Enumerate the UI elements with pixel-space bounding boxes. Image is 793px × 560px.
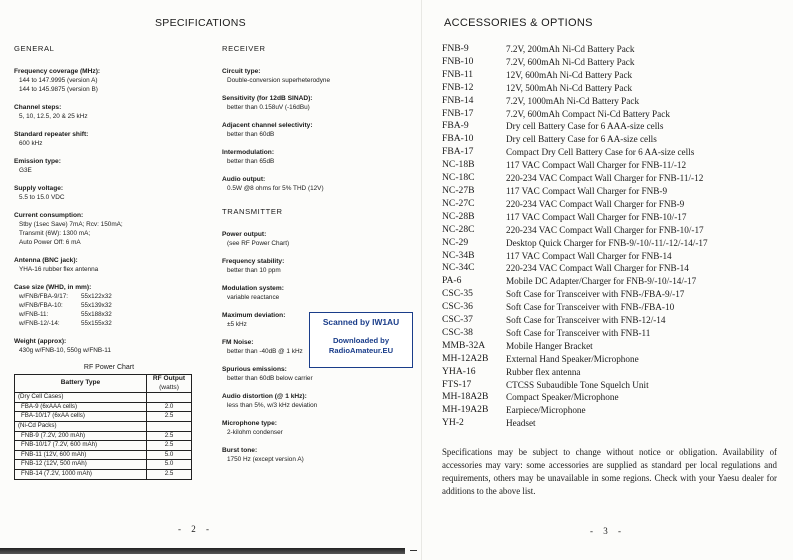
accessory-row (442, 262, 787, 275)
receiver-label: Audio output: (222, 176, 266, 183)
accessory-code: FBA-17 (442, 146, 474, 158)
transmitter-spec (222, 284, 407, 302)
accessories-page (430, 0, 793, 560)
accessory-code: FNB-11 (442, 68, 474, 80)
transmitter-label: Microphone type: (222, 420, 277, 427)
rf-col-output-unit: (watts) (159, 383, 179, 391)
rf-output-value: 2.5 (147, 441, 192, 451)
accessory-code: NC-28B (442, 210, 475, 222)
case-size-model: w/FNB-11: (19, 311, 49, 318)
rf-battery-type: FNB-12 (12V, 500 mAh) (15, 460, 147, 470)
accessory-row (442, 146, 787, 159)
general-value: 5, 10, 12.5, 20 & 25 kHz (19, 113, 88, 120)
receiver-label: Adjacent channel selectivity: (222, 122, 313, 129)
rf-output-value: 5.0 (147, 450, 192, 460)
page-fold (421, 0, 422, 560)
scan-edge-bar (0, 548, 405, 554)
accessory-description: Dry cell Battery Case for 6 AA-size cells (506, 134, 657, 145)
accessory-row (442, 314, 787, 327)
transmitter-label: Frequency stability: (222, 258, 285, 265)
accessory-row (442, 172, 787, 185)
receiver-value: better than 65dB (227, 158, 275, 165)
rf-chart-title: RF Power Chart (83, 364, 135, 371)
accessory-code: FNB-9 (442, 43, 469, 54)
accessory-description: 117 VAC Compact Wall Charger for FNB-10/-17 (506, 211, 687, 222)
receiver-spec (222, 148, 407, 166)
general-label: Emission type: (14, 158, 61, 165)
case-size-model: w/FNB/FBA-10: (19, 302, 63, 309)
scan-edge-mark (410, 550, 417, 551)
accessory-code: NC-18C (442, 172, 475, 184)
general-label: Current consumption: (14, 212, 84, 219)
general-value: 600 kHz (19, 140, 43, 147)
rf-table-row (15, 469, 192, 479)
accessory-code: NC-18B (442, 159, 475, 171)
rf-group-output (147, 393, 192, 403)
availability-note: Specifications may be subject to change without notice or obligation. Availability of accessories may vary: some accessories are supplied as standard per local regulations and requirements, others may be unavailable in some regions. Check with your Yaesu dealer for additions to the above list. (442, 447, 777, 496)
case-size-dims: 55x188x32 (81, 311, 112, 318)
transmitter-spec (222, 419, 407, 437)
general-value: 5.5 to 15.0 VDC (19, 194, 65, 201)
accessory-description: Soft Case for Transceiver with FNB-/FBA-10 (506, 302, 675, 313)
transmitter-label: Maximum deviation: (222, 312, 286, 319)
transmitter-spec (222, 392, 407, 410)
accessory-code: MH-18A2B (442, 391, 489, 403)
accessory-description: 7.2V, 1000mAh Ni-Cd Battery Pack (506, 95, 640, 106)
accessory-row (442, 224, 787, 237)
rf-group-row (15, 421, 192, 431)
transmitter-label: Audio distortion (@ 1 kHz): (222, 393, 307, 400)
rf-battery-type: FNB-10/17 (7.2V, 600 mAh) (15, 441, 147, 451)
case-size-label: Case size (WHD, in mm): (14, 284, 92, 291)
transmitter-spec (222, 257, 407, 275)
receiver-value: Double-conversion superheterodyne (227, 77, 331, 84)
general-heading: GENERAL (14, 44, 55, 53)
accessory-row (442, 288, 787, 301)
rf-col-battery: Battery Type (15, 375, 147, 393)
rf-power-table (14, 374, 192, 480)
accessory-code: NC-34B (442, 249, 475, 261)
accessory-description: Mobile DC Adapter/Charger for FNB-9/-10/-14/-17 (506, 276, 697, 287)
receiver-spec (222, 94, 407, 112)
accessory-code: CSC-36 (442, 301, 473, 313)
accessory-row (442, 353, 787, 366)
accessory-description: 220-234 VAC Compact Wall Charger for FNB-10/-17 (506, 224, 704, 235)
rf-group-row (15, 393, 192, 403)
accessory-description: Compact Dry Cell Battery Case for 6 AA-size cells (506, 147, 695, 158)
rf-table-row (15, 441, 192, 451)
accessory-row (442, 327, 787, 340)
transmitter-value: better than -40dB @ 1 kHz (227, 348, 303, 355)
accessory-row (442, 95, 787, 108)
accessory-code: PA-6 (442, 275, 462, 287)
transmitter-spec (222, 446, 407, 464)
accessory-code: NC-34C (442, 262, 475, 274)
accessory-code: NC-28C (442, 223, 475, 235)
general-spec (14, 256, 204, 274)
rf-output-value: 5.0 (147, 460, 192, 470)
rf-group-output (147, 421, 192, 431)
accessory-code: CSC-38 (442, 326, 473, 338)
general-spec (14, 130, 204, 148)
specifications-title: SPECIFICATIONS (155, 17, 246, 29)
accessory-description: Soft Case for Transceiver with FNB-11 (506, 327, 651, 338)
receiver-label: Sensitivity (for 12dB SINAD): (222, 95, 313, 102)
case-size-row (14, 310, 204, 319)
accessory-description: CTCSS Subaudible Tone Squelch Unit (506, 379, 649, 390)
transmitter-value: variable reactance (227, 294, 280, 301)
transmitter-label: Modulation system: (222, 285, 284, 292)
general-value: Stby (1sec Save) 7mA; Rcv: 150mA; (19, 221, 123, 228)
accessory-description: 220-234 VAC Compact Wall Charger for FNB-9 (506, 198, 685, 209)
accessories-title: ACCESSORIES & OPTIONS (444, 17, 593, 29)
accessory-code: FNB-14 (442, 94, 474, 106)
receiver-label: Circuit type: (222, 68, 261, 75)
transmitter-value: 2-kilohm condenser (227, 429, 283, 436)
accessory-row (442, 43, 787, 56)
accessory-row (442, 198, 787, 211)
accessory-description: 117 VAC Compact Wall Charger for FNB-9 (506, 185, 668, 196)
general-label: Antenna (BNC jack): (14, 257, 78, 264)
general-items (14, 67, 204, 274)
general-value: Auto Power Off: 6 mA (19, 239, 81, 246)
rf-output-value: 2.0 (147, 402, 192, 412)
case-size-row (14, 319, 204, 328)
accessory-row (442, 391, 787, 404)
receiver-transmitter-column (222, 44, 407, 473)
receiver-value: better than 0.158uV (-16dBu) (227, 104, 310, 111)
transmitter-label: Power output: (222, 231, 267, 238)
accessory-code: FNB-10 (442, 55, 474, 67)
accessory-description: Dry cell Battery Case for 6 AAA-size cells (506, 121, 664, 132)
accessory-row (442, 379, 787, 392)
accessory-description: Headset (506, 418, 536, 429)
accessory-description: Rubber flex antenna (506, 366, 581, 377)
case-size-dims: 55x155x32 (81, 320, 112, 327)
accessory-row (442, 301, 787, 314)
accessory-description: 220-234 VAC Compact Wall Charger for FNB-14 (506, 263, 689, 274)
rf-group-heading: (Ni-Cd Packs) (15, 421, 147, 431)
transmitter-value: better than 60dB below carrier (227, 375, 313, 382)
transmitter-value: 1750 Hz (except version A) (227, 456, 304, 463)
accessory-row (442, 120, 787, 133)
accessory-description: Soft Case for Transceiver with FNB-12/-14 (506, 315, 666, 326)
accessory-code: CSC-35 (442, 288, 473, 300)
accessory-row (442, 69, 787, 82)
rf-table-row (15, 431, 192, 441)
accessory-row (442, 159, 787, 172)
accessory-description: 12V, 500mAh Ni-Cd Battery Pack (506, 82, 633, 93)
page-number-right: - 3 - (590, 526, 625, 536)
accessory-code: MMB-32A (442, 339, 486, 351)
rf-output-value: 2.5 (147, 431, 192, 441)
accessory-row (442, 133, 787, 146)
accessory-code: NC-29 (442, 236, 469, 248)
rf-battery-type: FBA-10/17 (6xAA cells) (15, 412, 147, 422)
page-number-left: - 2 - (178, 524, 213, 534)
general-value: G3E (19, 167, 32, 174)
accessory-row (442, 404, 787, 417)
rf-table-row (15, 402, 192, 412)
case-size-dims: 55x139x32 (81, 302, 112, 309)
receiver-spec (222, 175, 407, 193)
accessory-row (442, 366, 787, 379)
general-value: YHA-16 rubber flex antenna (19, 266, 99, 273)
accessory-code: CSC-37 (442, 314, 473, 326)
general-value: Transmit (6W): 1300 mA; (19, 230, 91, 237)
accessory-row (442, 185, 787, 198)
accessory-description: Soft Case for Transceiver with FNB-/FBA-9/-17 (506, 289, 685, 300)
scan-watermark-stamp (309, 312, 413, 368)
transmitter-value: better than 10 ppm (227, 267, 281, 274)
weight-spec (14, 337, 204, 355)
accessory-description: 117 VAC Compact Wall Charger for FNB-14 (506, 250, 672, 261)
accessory-row (442, 82, 787, 95)
transmitter-label: Burst tone: (222, 447, 258, 454)
accessory-row (442, 275, 787, 288)
receiver-items (222, 67, 407, 193)
case-size-rows (14, 292, 204, 328)
rf-output-value: 2.5 (147, 412, 192, 422)
accessory-description: 7.2V, 600mAh Ni-Cd Battery Pack (506, 56, 635, 67)
transmitter-value: (see RF Power Chart) (227, 240, 290, 247)
accessory-description: Compact Speaker/Microphone (506, 392, 619, 403)
accessory-description: Earpiece/Microphone (506, 405, 586, 416)
accessory-row (442, 340, 787, 353)
general-spec (14, 157, 204, 175)
case-size-dims: 55x122x32 (81, 293, 112, 300)
general-value: 144 to 145.9875 (version B) (19, 86, 98, 93)
weight-value: 430g w/FNB-10, 550g w/FNB-11 (19, 347, 111, 354)
rf-battery-type: FNB-9 (7.2V, 200 mAh) (15, 431, 147, 441)
rf-col-output (147, 375, 192, 393)
receiver-spec (222, 67, 407, 85)
accessory-description: 12V, 600mAh Ni-Cd Battery Pack (506, 69, 633, 80)
general-label: Frequency coverage (MHz): (14, 68, 101, 75)
accessory-description: 7.2V, 200mAh Ni-Cd Battery Pack (506, 44, 635, 54)
general-value: 144 to 147.9995 (version A) (19, 77, 98, 84)
general-spec (14, 184, 204, 202)
rf-group-heading: (Dry Cell Cases) (15, 393, 147, 403)
receiver-value: better than 60dB (227, 131, 275, 138)
rf-battery-type: FNB-14 (7.2V, 1000 mAh) (15, 469, 147, 479)
accessory-code: FBA-9 (442, 120, 469, 132)
case-size-model: w/FNB-12/-14: (19, 320, 60, 327)
accessory-code: YHA-16 (442, 365, 476, 377)
accessory-row (442, 237, 787, 250)
rf-col-output-label: RF Output (152, 375, 186, 382)
accessory-row (442, 417, 787, 430)
transmitter-value: less than 5%, w/3 kHz deviation (227, 402, 318, 409)
general-label: Standard repeater shift: (14, 131, 89, 138)
accessory-code: FBA-10 (442, 133, 474, 145)
weight-label: Weight (approx): (14, 338, 67, 345)
accessory-description: External Hand Speaker/Microphone (506, 353, 639, 364)
accessory-description: 7.2V, 600mAh Compact Ni-Cd Battery Pack (506, 108, 670, 119)
accessory-row (442, 250, 787, 263)
accessory-code: NC-27C (442, 197, 475, 209)
general-label: Channel steps: (14, 104, 62, 111)
case-size-spec (14, 283, 204, 328)
transmitter-value: ±5 kHz (227, 321, 247, 328)
stamp-line-1: Scanned by IW1AU (322, 317, 400, 327)
receiver-heading: RECEIVER (222, 44, 266, 53)
general-spec (14, 67, 204, 94)
accessory-code: FNB-17 (442, 107, 474, 119)
rf-table-row (15, 460, 192, 470)
general-column (14, 44, 204, 480)
rf-output-value: 2.5 (147, 469, 192, 479)
general-spec (14, 103, 204, 121)
stamp-line-3: RadioAmateur.EU (328, 346, 394, 355)
accessories-list (442, 43, 787, 430)
case-size-model: w/FNB/FBA-9/17: (19, 293, 68, 300)
case-size-row (14, 301, 204, 310)
accessory-code: MH-12A2B (442, 352, 489, 364)
accessory-code: FNB-12 (442, 81, 474, 93)
accessory-code: YH-2 (442, 417, 464, 429)
receiver-label: Intermodulation: (222, 149, 275, 156)
stamp-line-2: Downloaded by (332, 336, 390, 345)
rf-battery-type: FNB-11 (12V, 600 mAh) (15, 450, 147, 460)
receiver-spec (222, 121, 407, 139)
accessory-description: 220-234 VAC Compact Wall Charger for FNB-11/-12 (506, 173, 704, 184)
accessory-description: Desktop Quick Charger for FNB-9/-10/-11/-12/-14/-17 (506, 237, 708, 248)
case-size-row (14, 292, 204, 301)
transmitter-heading: TRANSMITTER (222, 207, 283, 216)
accessory-description: Mobile Hanger Bracket (506, 340, 593, 351)
accessory-code: FTS-17 (442, 378, 472, 390)
rf-battery-type: FBA-9 (6xAAA cells) (15, 402, 147, 412)
accessory-code: MH-19A2B (442, 404, 489, 416)
accessory-row (442, 211, 787, 224)
accessory-description: 117 VAC Compact Wall Charger for FNB-11/-12 (506, 160, 687, 171)
transmitter-label: Spurious emissions: (222, 366, 287, 373)
general-label: Supply voltage: (14, 185, 64, 192)
accessory-row (442, 108, 787, 121)
transmitter-label: FM Noise: (222, 339, 254, 346)
transmitter-spec (222, 230, 407, 248)
rf-table-row (15, 412, 192, 422)
rf-table-row (15, 450, 192, 460)
general-spec (14, 211, 204, 247)
accessory-row (442, 56, 787, 69)
rf-table-body (15, 393, 192, 479)
receiver-value: 0.5W @8 ohms for 5% THD (12V) (227, 185, 324, 192)
accessory-code: NC-27B (442, 184, 475, 196)
